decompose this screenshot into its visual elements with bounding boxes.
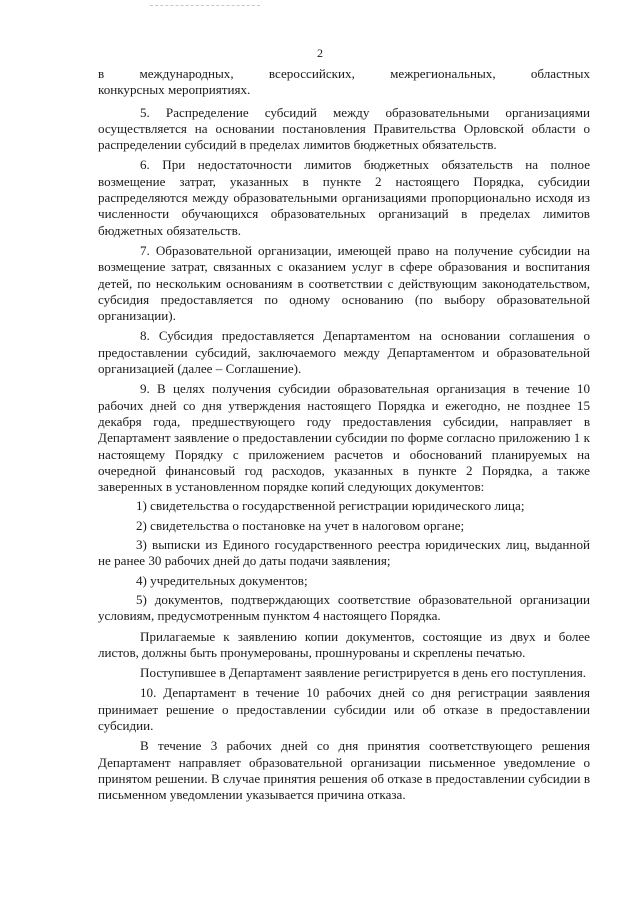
paragraph-registration: Поступившее в Департамент заявление регистрируется в день его поступления. bbox=[140, 665, 587, 681]
list-item-5: 5) документов, подтверждающих соответствие образовательной организации условиям, предусмотренным пунктом 4 настоящего Порядка. bbox=[98, 591, 590, 624]
paragraph-10: 10. Департамент в течение 10 рабочих дней со дня регистрации заявления принимает решение о предоставлении субсидии или об отказе в предоставлении субсидии. bbox=[98, 685, 590, 733]
paragraph-6: 6. При недостаточности лимитов бюджетных обязательств на полное возмещение затрат, указанных в пункте 2 настоящего Порядка, субсидии распределяются между образовательными организациями пропорционально исходя из численности обучающихся образовательных организаций в пределах лимитов бюджетных обязательств. bbox=[98, 157, 590, 238]
scan-artifact-line bbox=[150, 5, 260, 6]
paragraph-notification: В течение 3 рабочих дней со дня принятия соответствующего решения Департамент направляет образовательной организации письменное уведомление о принятом решении. В случае принятия решения об отказе в предоставлении субсидии в письменном уведомлении указывается причина отказа. bbox=[98, 738, 590, 803]
paragraph-continuation-line-1: в международных, всероссийских, межрегиональных, областных bbox=[98, 66, 590, 81]
paragraph-9: 9. В целях получения субсидии образовательная организация в течение 10 рабочих дней со дня утверждения настоящего Порядка и ежегодно, не позднее 15 декабря года, предшествующего году предоставления субсидии, направляет в Департамент заявление о предоставлении субсидии по форме согласно приложению 1 к настоящему Порядку с приложением расчетов и обоснований планируемых на очередной финансовый год расходов, указанных в пункте 2 Порядка, а также заверенных в установленном порядке копий следующих документов: bbox=[98, 381, 590, 495]
page-number: 2 bbox=[317, 46, 323, 60]
paragraph-7: 7. Образовательной организации, имеющей право на получение субсидии на возмещение затрат, связанных с оказанием услуг в сфере образования и воспитания детей, по нескольким основаниям в соответствии с действующим законодательством, субсидия предоставляется по одному основанию (по выбору образовательной организации). bbox=[98, 242, 590, 324]
document-body bbox=[98, 66, 590, 803]
list-item-1: 1) свидетельства о государственной регистрации юридического лица; bbox=[136, 498, 525, 514]
paragraph-continuation-line-2: конкурсных мероприятиях. bbox=[98, 82, 251, 98]
list-item-4: 4) учредительных документов; bbox=[136, 572, 308, 588]
paragraph-5: 5. Распределение субсидий между образовательными организациями осуществляется на основании постановления Правительства Орловской области о распределении субсидий в пределах лимитов бюджетных обязательств. bbox=[98, 104, 590, 153]
paragraph-8: 8. Субсидия предоставляется Департаментом на основании соглашения о предоставлении субсидий, заключаемого между Департаментом и образовательной организацией (далее – Соглашение). bbox=[98, 328, 590, 377]
list-item-3: 3) выписки из Единого государственного реестра юридических лиц, выданной не ранее 30 рабочих дней до даты подачи заявления; bbox=[98, 537, 590, 569]
paragraph-attachments: Прилагаемые к заявлению копии документов, состоящие из двух и более листов, должны быть пронумерованы, прошнурованы и скреплены печатью. bbox=[98, 628, 590, 660]
list-item-2: 2) свидетельства о постановке на учет в налоговом органе; bbox=[136, 517, 465, 533]
